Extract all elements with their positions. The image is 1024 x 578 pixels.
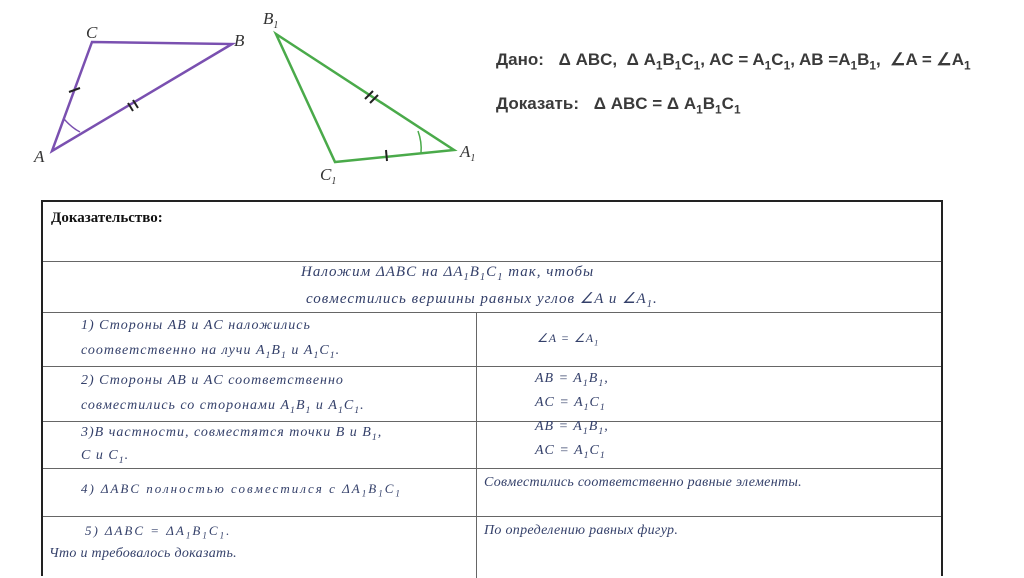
angle-icon: ∠ xyxy=(936,50,952,69)
proof-step-cell: 4) ΔABC полностью совместился с $\Delta A_1B_1C_1$ xyxy=(43,469,477,516)
proof-step-row xyxy=(43,313,941,367)
proof-intro-line2: совместились вершины равных углов ∠A и $\angle A_1$. xyxy=(306,291,658,310)
proof-reason-cell: AB = $A_1B_1$, AC = $A_1C_1$ xyxy=(535,371,609,413)
proof-header-row xyxy=(43,202,941,262)
vertex-c-label: C xyxy=(86,23,98,42)
triangles-figure xyxy=(0,0,490,195)
triangle-a1b1c1 xyxy=(263,9,475,187)
vertex-b-label: B xyxy=(234,31,245,50)
proof-step-row xyxy=(43,469,941,517)
triangle-icon: Δ xyxy=(558,50,571,69)
proof-table xyxy=(41,200,943,576)
proof-intro-line1: Наложим ΔABC на $\Delta A_1B_1C_1$ так, чтобы xyxy=(301,264,595,283)
triangle-icon: Δ xyxy=(593,94,606,113)
prove-label: Доказать: xyxy=(496,94,579,113)
proof-reason-cell: AB = $A_1B_1$, AC = $A_1C_1$ xyxy=(535,419,609,461)
given-statement: Дано: Δ ABC, Δ $A_1B_1C_1$, AC = $A_1C_1$, AB $=A_1B_1$, ∠A = $\angle A_1$ xyxy=(496,50,971,73)
triangle-icon: Δ xyxy=(621,50,639,69)
triangle-icon: Δ xyxy=(666,94,680,113)
proof-step-row xyxy=(43,419,941,469)
proof-step-cell: 5) $\Delta ABC = \Delta A_1B_1C_1$. Что и требовалось доказать. xyxy=(43,517,477,578)
proof-reason-cell: ∠A = $\angle A_1$ xyxy=(537,331,600,348)
vertex-a-label: A xyxy=(34,147,45,166)
angle-icon: ∠ xyxy=(885,50,906,69)
proof-step-cell: 1) Стороны AB и AC наложились соответственно на лучи $A_1B_1$ и $A_1C_1$. xyxy=(43,313,477,366)
proof-step-row xyxy=(43,367,941,422)
vertex-b1-label: $B_1$ xyxy=(263,9,279,31)
proof-step-cell: 2) Стороны AB и AC соответственно совместились со сторонами $A_1B_1$ и $A_1C_1$. xyxy=(43,367,477,421)
triangle-abc xyxy=(33,23,245,166)
proof-reason-cell: Совместились соответственно равные элементы. xyxy=(484,475,802,490)
prove-statement: Доказать: Δ ABC = Δ $A_1B_1C_1$ xyxy=(496,94,741,117)
vertex-c1-label: $C_1$ xyxy=(320,165,337,187)
given-label: Дано: xyxy=(496,50,544,69)
proof-reason-cell: По определению равных фигур. xyxy=(484,523,679,538)
vertex-a1-label: $A_1$ xyxy=(460,142,476,164)
proof-step-cell: 3)В частности, совместятся точки B и $B_1$, C и $C_1$. xyxy=(43,422,477,468)
proof-header: Доказательство: xyxy=(51,210,163,226)
proof-step-row xyxy=(43,517,941,578)
proof-intro-row xyxy=(43,262,941,313)
